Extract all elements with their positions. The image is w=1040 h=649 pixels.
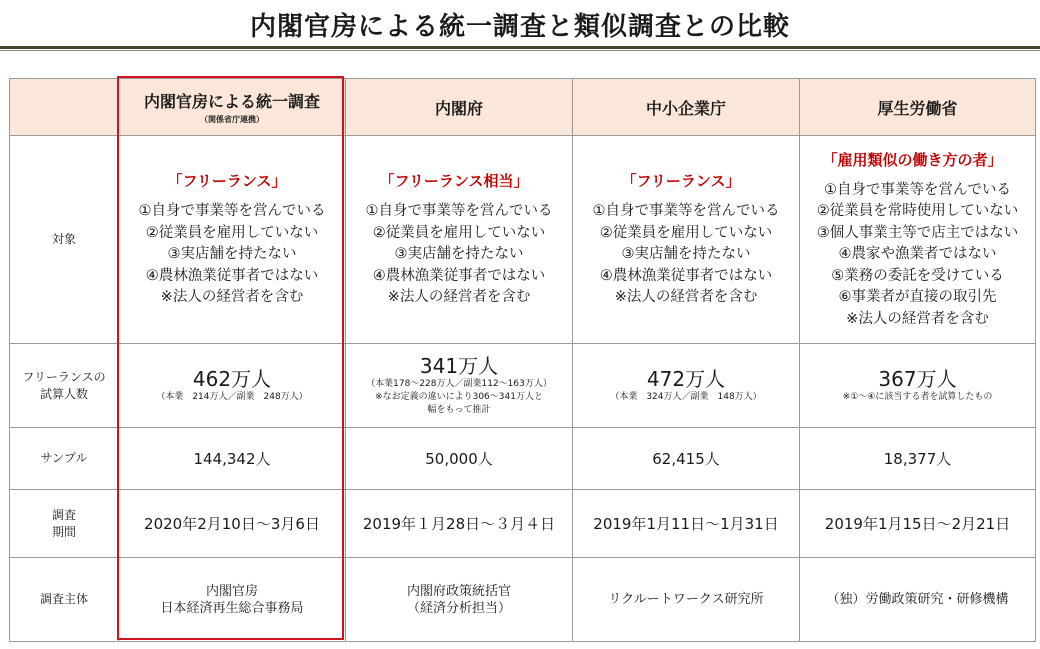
row-period xyxy=(10,490,1036,558)
target-item: ※法人の経営者を含む xyxy=(387,289,531,306)
target-item: ④農林漁業従事者ではない xyxy=(372,267,546,284)
target-cell-0 xyxy=(119,136,346,344)
estimate-value: 462万人 xyxy=(192,367,272,391)
target-item: ④農林漁業従事者ではない xyxy=(599,267,773,284)
estimate-cell-1 xyxy=(346,344,573,428)
target-item: ①自身で事業等を営んでいる xyxy=(365,203,553,220)
row-label-target: 対象 xyxy=(10,136,119,344)
label-line: 期間 xyxy=(51,524,76,539)
comparison-table xyxy=(9,78,1036,642)
title-rule-thin xyxy=(0,50,1040,51)
target-item: ②従業員を雇用していない xyxy=(372,224,546,241)
target-item: ③実店舗を持たない xyxy=(167,246,297,263)
org-line: （経済分析担当） xyxy=(406,600,511,616)
row-body xyxy=(10,558,1036,642)
org-line: （独）労働政策研究・研修機構 xyxy=(826,592,1009,607)
period-cell: 2019年1月11日～1月31日 xyxy=(573,490,800,558)
header-cabinet-office xyxy=(346,79,573,136)
org-line: 日本経済再生総合事務局 xyxy=(160,600,304,616)
header-corner xyxy=(10,79,119,136)
sample-cell: 144,342人 xyxy=(119,428,346,490)
label-line: 試算人数 xyxy=(39,386,88,401)
estimate-cell-0 xyxy=(119,344,346,428)
target-item: ③実店舗を持たない xyxy=(621,246,751,263)
body-cell-0 xyxy=(119,558,346,642)
header-name: 内閣府 xyxy=(434,98,483,118)
sample-cell: 50,000人 xyxy=(346,428,573,490)
target-item: ③実店舗を持たない xyxy=(394,246,524,263)
target-item: ②従業員を常時使用していない xyxy=(816,203,1019,220)
row-target xyxy=(10,136,1036,344)
target-tag: 「フリーランス」 xyxy=(621,172,741,191)
period-cell: 2019年1月15日～2月21日 xyxy=(800,490,1036,558)
header-name: 中小企業庁 xyxy=(645,98,726,118)
body-cell-3 xyxy=(800,558,1036,642)
label-line: 調査 xyxy=(51,507,76,522)
page-title: 内閣官房による統一調査と類似調査との比較 xyxy=(249,12,790,42)
target-item: ※法人の経営者を含む xyxy=(614,289,758,306)
target-cell-1 xyxy=(346,136,573,344)
header-sme-agency xyxy=(573,79,800,136)
org-line: 内閣官房 xyxy=(205,583,258,599)
header-mhlw xyxy=(800,79,1036,136)
period-cell: 2020年2月10日～3月6日 xyxy=(119,490,346,558)
estimate-cell-3 xyxy=(800,344,1036,428)
label-line: フリーランスの xyxy=(22,369,106,384)
sample-cell: 62,415人 xyxy=(573,428,800,490)
estimate-note: ※なお定義の違いにより306～341万人と xyxy=(375,392,543,402)
org-line: リクルートワークス研究所 xyxy=(608,592,764,607)
estimate-note: （本業 214万人／副業 248万人） xyxy=(156,392,308,402)
period-cell: 2019年１月28日～３月４日 xyxy=(346,490,573,558)
estimate-note: （本業178～228万人／副業112～163万人） xyxy=(366,379,552,389)
target-item: ⑥事業者が直接の取引先 xyxy=(838,289,997,306)
body-cell-1 xyxy=(346,558,573,642)
target-item: ②従業員を雇用していない xyxy=(599,224,773,241)
target-item: ⑤業務の委託を受けている xyxy=(831,267,1004,284)
body-cell-2 xyxy=(573,558,800,642)
target-cell-3 xyxy=(800,136,1036,344)
sample-cell: 18,377人 xyxy=(800,428,1036,490)
estimate-note: 幅をもって推計 xyxy=(427,405,491,415)
row-label-body: 調査主体 xyxy=(10,558,119,642)
target-tag: 「雇用類似の働き方の者」 xyxy=(822,150,1003,169)
target-tag: 「フリーランス」 xyxy=(167,172,287,191)
target-item: ②従業員を雇用していない xyxy=(145,224,319,241)
target-item: ④農家や漁業者ではない xyxy=(838,246,997,263)
target-item: ①自身で事業等を営んでいる xyxy=(824,181,1011,198)
target-item: ③個人事業主等で店主ではない xyxy=(816,224,1019,241)
target-cell-2 xyxy=(573,136,800,344)
estimate-note: （本業 324万人／副業 148万人） xyxy=(610,392,762,402)
title-rule xyxy=(0,46,1040,49)
target-item: ①自身で事業等を営んでいる xyxy=(592,203,780,220)
estimate-value: 341万人 xyxy=(419,354,499,378)
row-sample xyxy=(10,428,1036,490)
header-sub: （関係省庁連携） xyxy=(200,115,264,124)
row-estimate xyxy=(10,344,1036,428)
row-label-estimate xyxy=(10,344,119,428)
target-item: ④農林漁業従事者ではない xyxy=(145,267,319,284)
target-item: ①自身で事業等を営んでいる xyxy=(138,203,326,220)
header-cabinet-secretariat xyxy=(119,79,346,136)
target-item: ※法人の経営者を含む xyxy=(846,310,989,327)
target-item: ※法人の経営者を含む xyxy=(160,289,304,306)
header-name: 厚生労働省 xyxy=(877,98,958,118)
estimate-value: 367万人 xyxy=(878,367,957,391)
row-label-period xyxy=(10,490,119,558)
header-name: 内閣官房による統一調査 xyxy=(143,92,320,111)
estimate-note: ※①～④に該当する者を試算したもの xyxy=(842,392,993,402)
row-label-sample: サンプル xyxy=(10,428,119,490)
header-row xyxy=(10,79,1036,136)
org-line: 内閣府政策統括官 xyxy=(406,583,511,599)
estimate-value: 472万人 xyxy=(646,367,726,391)
target-tag: 「フリーランス相当」 xyxy=(379,172,529,191)
estimate-cell-2 xyxy=(573,344,800,428)
